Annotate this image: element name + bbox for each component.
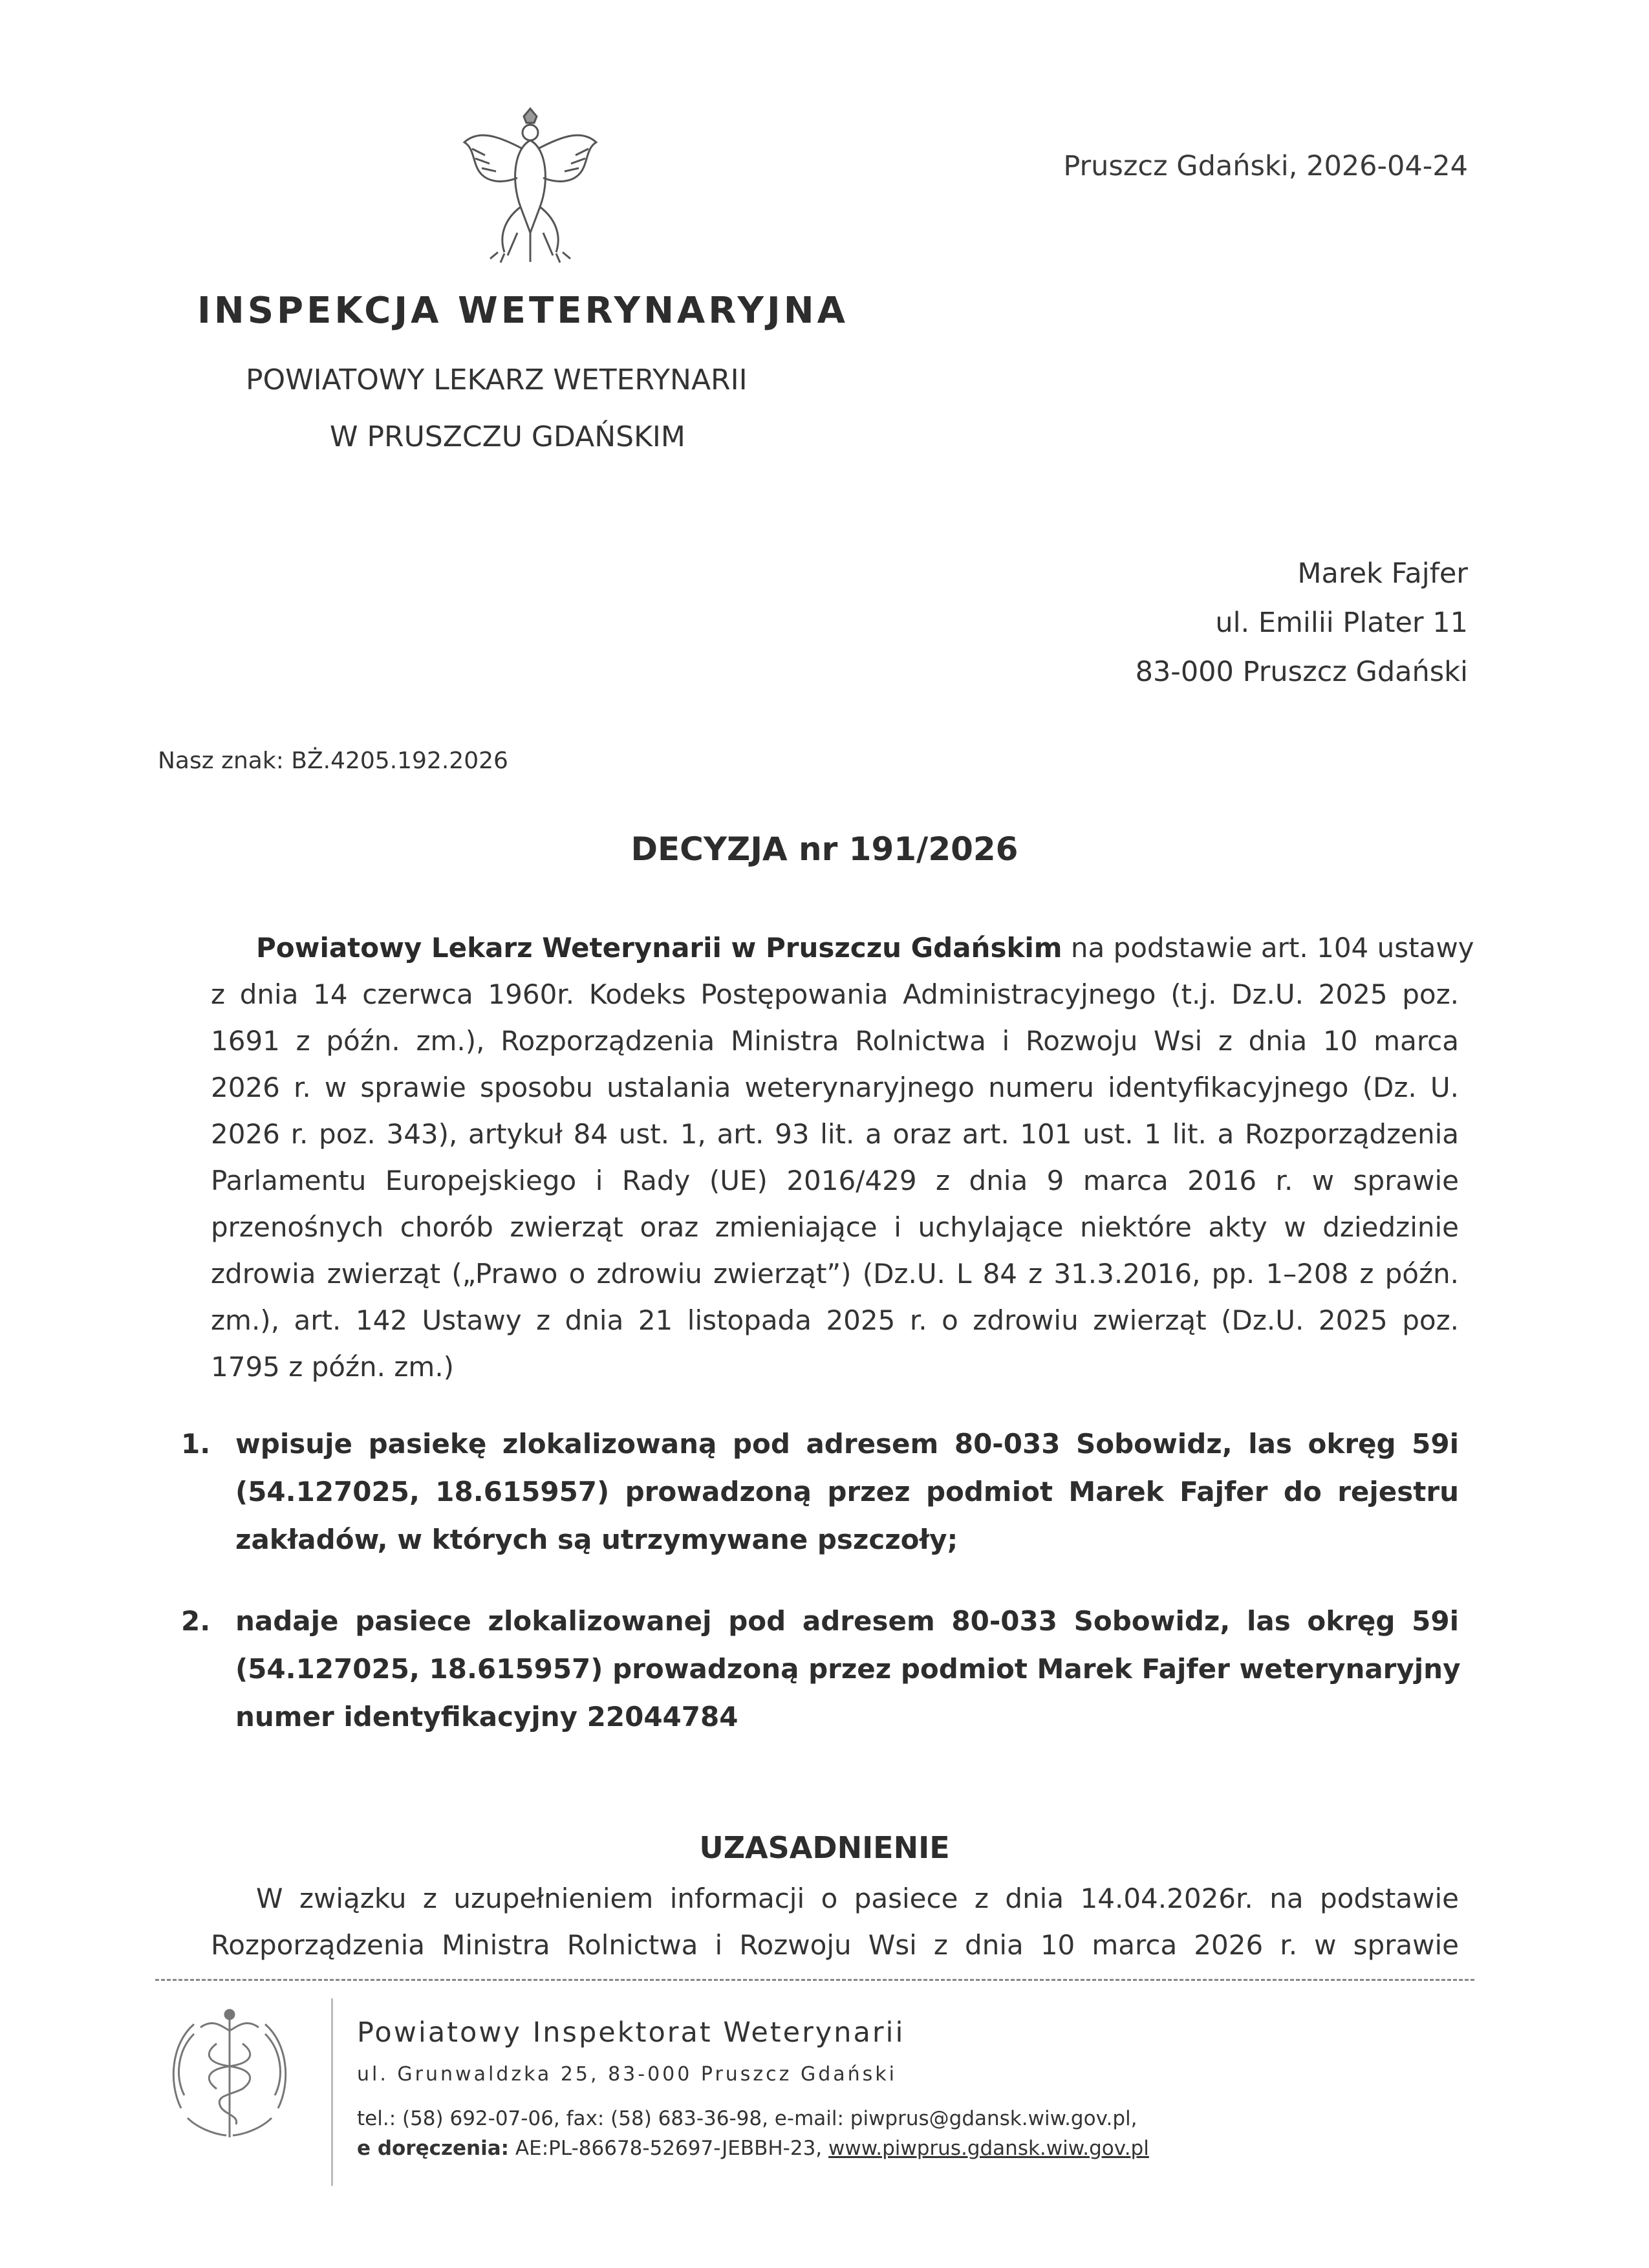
preamble-line: 2026 r. poz. 343), artykuł 84 ust. 1, art. 93 lit. a oraz art. 101 ust. 1 lit. a Rozporządzenia <box>211 1118 1459 1150</box>
delivery-address: AE:PL-86678-52697-JEBBH-23, <box>509 2137 829 2160</box>
website-link[interactable]: www.piwprus.gdansk.wiw.gov.pl <box>828 2137 1149 2160</box>
office-name-line1: POWIATOWY LEKARZ WETERYNARII <box>246 363 748 396</box>
preamble-line: z dnia 14 czerwca 1960r. Kodeks Postępowania Administracyjnego (t.j. Dz.U. 2025 poz. <box>211 978 1459 1010</box>
office-name-line2: W PRUSZCZU GDAŃSKIM <box>330 420 685 453</box>
decision-item <box>181 1420 1459 1564</box>
preamble-line: 1691 z późn. zm.), Rozporządzenia Ministra Rolnictwa i Rozwoju Wsi z dnia 10 marca <box>211 1025 1459 1057</box>
decision-item <box>181 1597 1459 1741</box>
item-line: wpisuje pasiekę zlokalizowaną pod adresem 80-033 Sobowidz, las okręg 59i <box>235 1428 1459 1460</box>
preamble-line: przenośnych chorób zwierząt oraz zmieniające i uchylające niektóre akty w dziedzinie <box>211 1211 1459 1243</box>
decision-title: DECYZJA nr 191/2026 <box>630 830 1018 868</box>
preamble-paragraph <box>211 925 1474 1390</box>
caduceus-icon <box>155 1998 304 2154</box>
recipient-city: 83-000 Pruszcz Gdański <box>1135 656 1468 688</box>
item-line: numer identyfikacyjny 22044784 <box>235 1701 738 1733</box>
issuer-name: Powiatowy Lekarz Weterynarii w Pruszczu Gdańskim <box>256 932 1062 964</box>
agency-name: INSPEKCJA WETERYNARYJNA <box>197 290 848 332</box>
footer-divider <box>155 1979 1474 1981</box>
item-number: 2. <box>181 1605 211 1637</box>
preamble-line: zdrowia zwierząt („Prawo o zdrowiu zwierząt”) (Dz.U. L 84 z 31.3.2016, pp. 1–208 z późn. <box>211 1258 1459 1290</box>
item-line: zakładów, w których są utrzymywane pszczoły; <box>235 1524 958 1555</box>
preamble-line: 2026 r. w sprawie sposobu ustalania weterynaryjnego numeru identyfikacyjnego (Dz. U. <box>211 1072 1459 1103</box>
reference-number: Nasz znak: BŻ.4205.192.2026 <box>158 748 508 774</box>
justification-title: UZASADNIENIE <box>699 1830 950 1865</box>
preamble-line: 1795 z późn. zm.) <box>211 1351 455 1383</box>
polish-eagle-emblem-icon <box>453 103 608 278</box>
item-line: (54.127025, 18.615957) prowadzoną przez podmiot Marek Fajfer weterynaryjny <box>235 1653 1461 1685</box>
recipient-street: ul. Emilii Plater 11 <box>1215 607 1468 639</box>
preamble-line: zm.), art. 142 Ustawy z dnia 21 listopada 2025 r. o zdrowiu zwierząt (Dz.U. 2025 poz. <box>211 1304 1459 1336</box>
preamble-line-text: na podstawie art. 104 ustawy <box>1062 932 1474 964</box>
justification-paragraph <box>211 1875 1459 1969</box>
item-number: 1. <box>181 1428 211 1460</box>
delivery-label: e doręczenia: <box>357 2137 510 2160</box>
footer-office-name: Powiatowy Inspektorat Weterynarii <box>357 2016 905 2049</box>
recipient-name: Marek Fajfer <box>1297 557 1468 590</box>
item-line: nadaje pasiece zlokalizowanej pod adresem 80-033 Sobowidz, las okręg 59i <box>235 1605 1459 1637</box>
justification-line: Rozporządzenia Ministra Rolnictwa i Rozwoju Wsi z dnia 10 marca 2026 r. w sprawie <box>211 1929 1459 1961</box>
justification-line: W związku z uzupełnieniem informacji o pasiece z dnia 14.04.2026r. na podstawie <box>256 1883 1459 1914</box>
item-line: (54.127025, 18.615957) prowadzoną przez podmiot Marek Fajfer do rejestru <box>235 1476 1459 1507</box>
footer-vertical-divider <box>331 1998 333 2186</box>
preamble-line: Parlamentu Europejskiego i Rady (UE) 2016/429 z dnia 9 marca 2016 r. w sprawie <box>211 1165 1459 1196</box>
footer-delivery <box>357 2137 1149 2160</box>
footer-address: ul. Grunwaldzka 25, 83-000 Pruszcz Gdański <box>357 2063 897 2086</box>
preamble-line <box>211 925 1474 971</box>
place-date: Pruszcz Gdański, 2026-04-24 <box>1063 150 1468 182</box>
footer-contact: tel.: (58) 692-07-06, fax: (58) 683-36-98, e-mail: piwprus@gdansk.wiw.gov.pl, <box>357 2107 1137 2130</box>
